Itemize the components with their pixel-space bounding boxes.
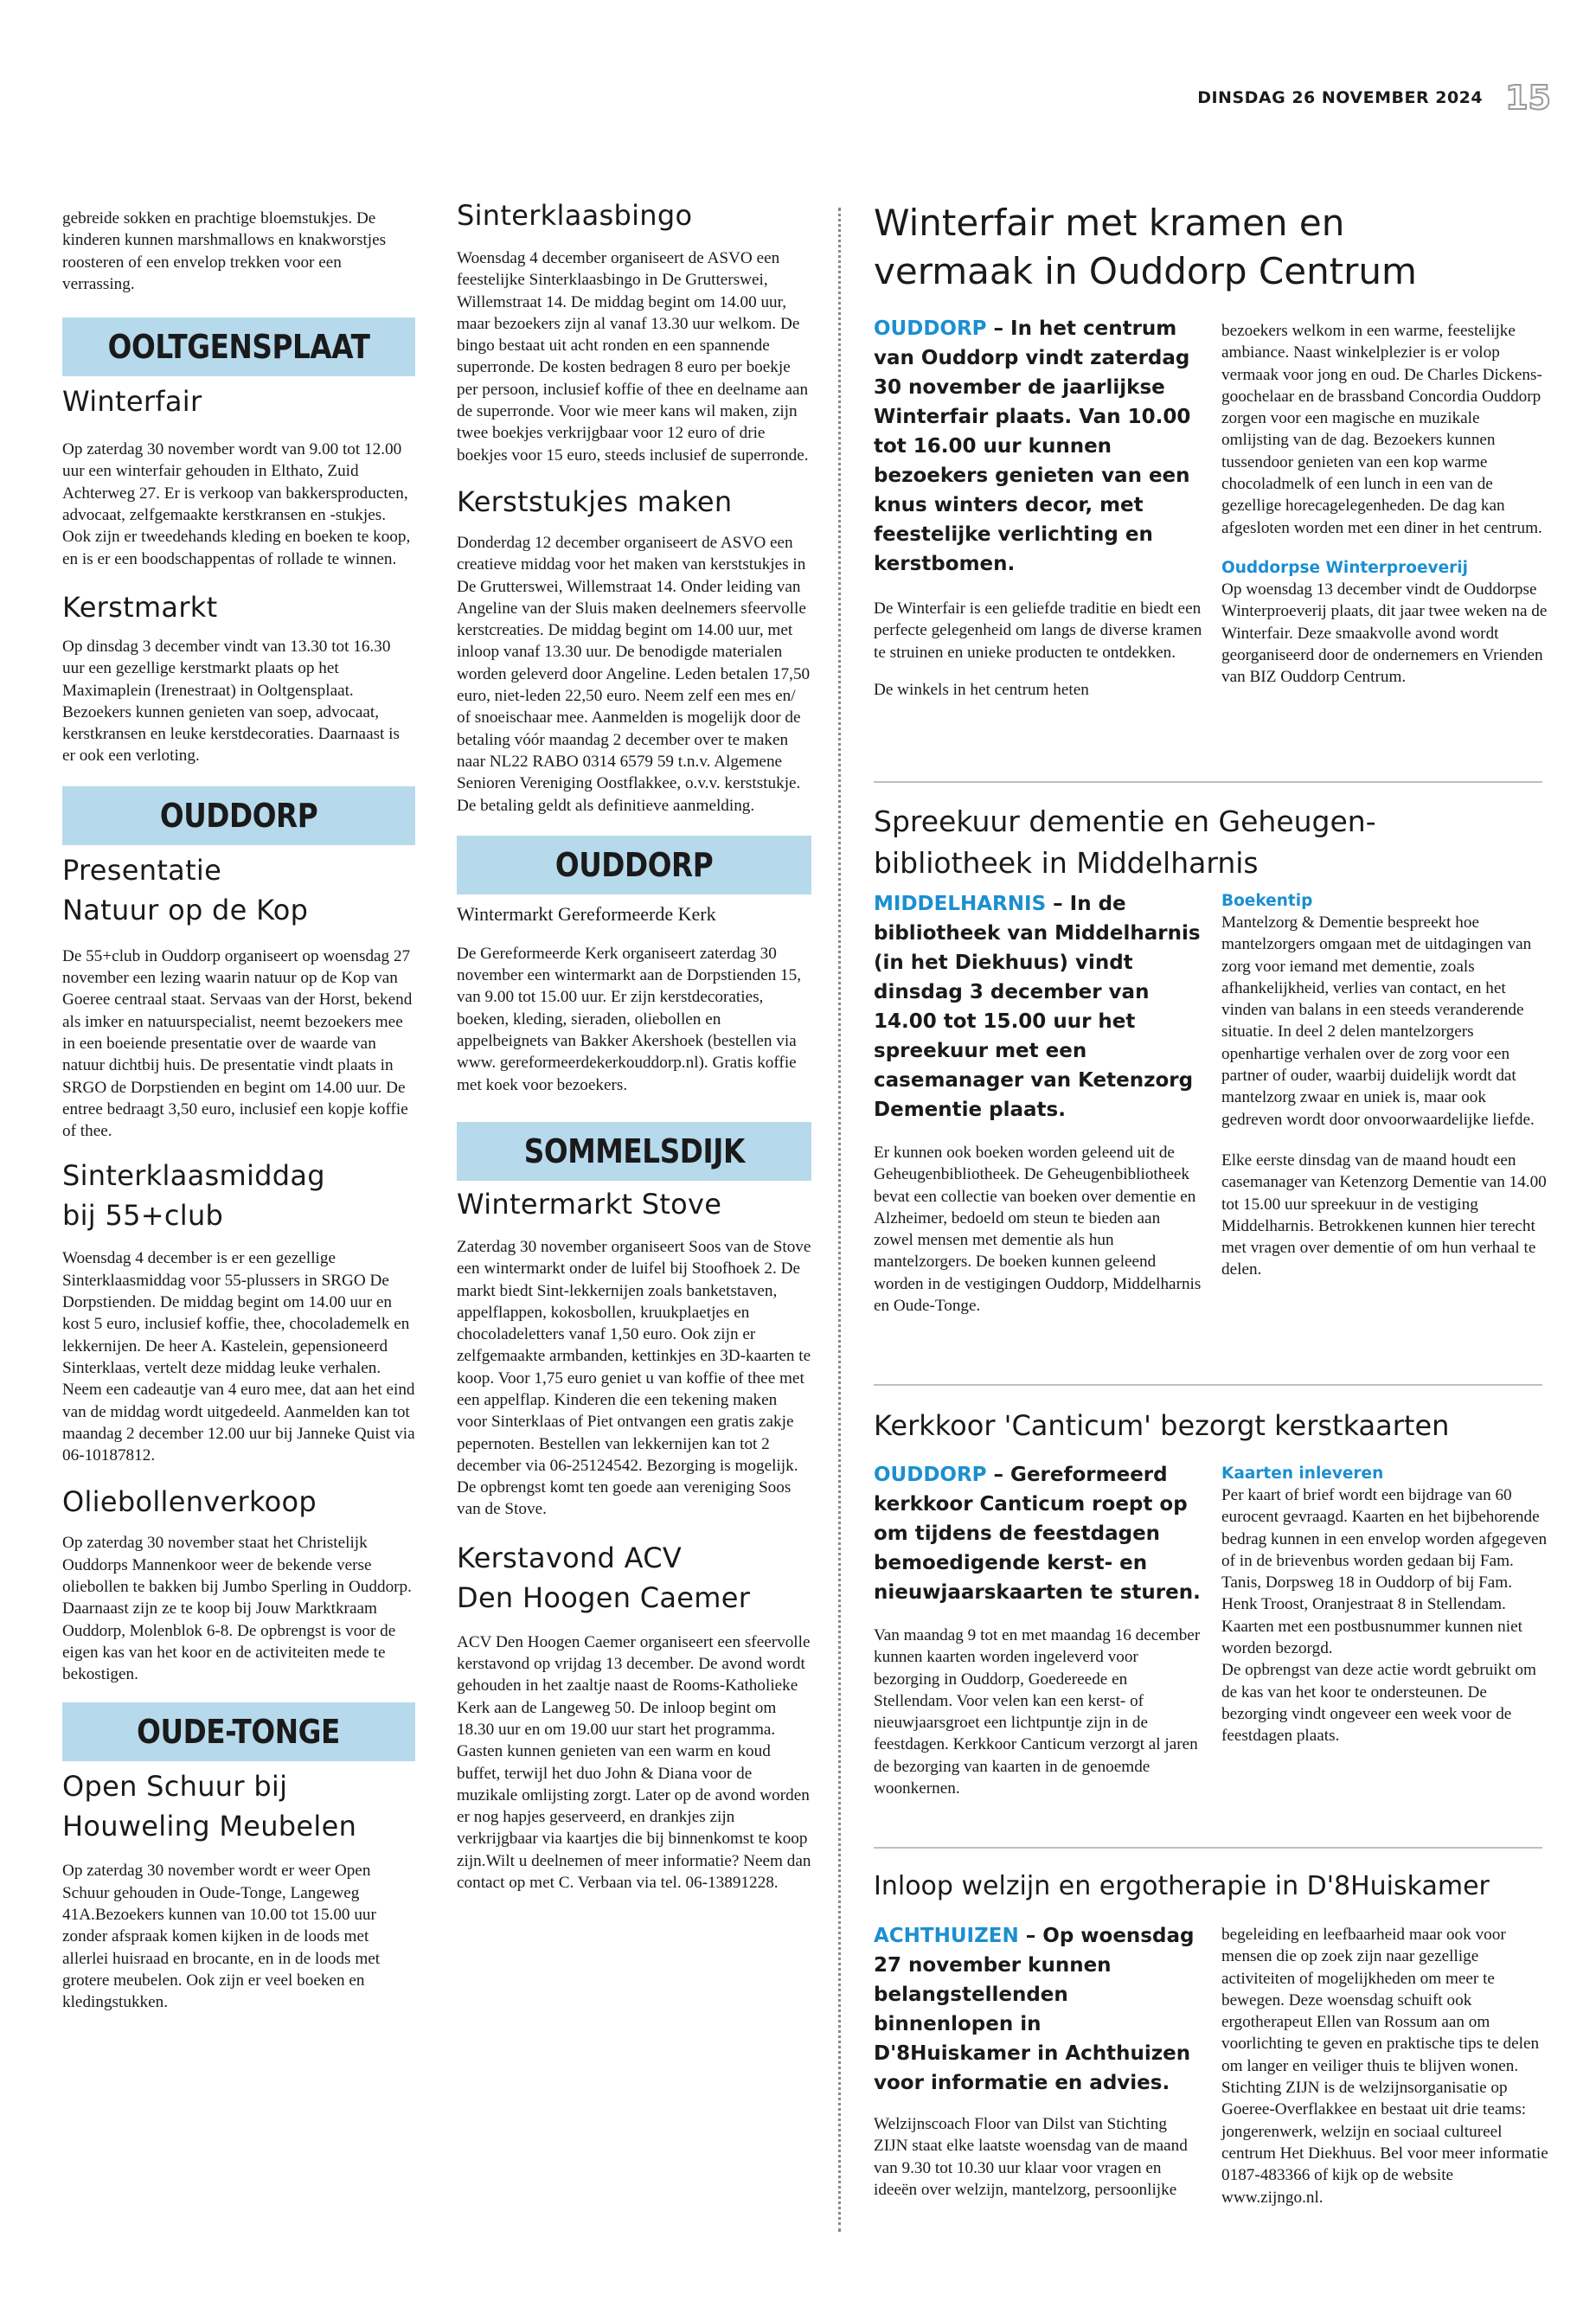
section-banner-ouddorp: OUDDORP (62, 786, 415, 845)
section-banner-ooltgensplaat: OOLTGENSPLAAT (62, 317, 415, 376)
page-number: 15 (1505, 79, 1551, 117)
kerkkoor-body-b: Per kaart of brief wordt een bijdrage van 60 eurocent gevraagd. Kaarten en het bijbehorende bedrag kunnen in een envelop worden afgegeven of in de brievenbus worden gedaan bij Fam. Tanis, Dorpsweg 18 in Ouddorp of bij Fam. Henk Troost, Oranjestraat 8 in Stellendam. Kaarten met een postbusnummer kunnen niet worden bezorgd. (1221, 1486, 1548, 1658)
dementie-body-b: Mantelzorg & Dementie bespreekt hoe mantelzorgers omgaan met de uitdagingen van zorg voor iemand met dementie, zoals afhankelijkheid, verlies van contact, en het vinden van balans in een steeds veranderende situatie. In deel 2 delen mantelzorgers openhartige verhalen over de zorg voor een partner of ouder, waarbij duidelijk wordt dat mantelzorg zwaar en uniek is, maar ook gedreven wordt door onvoorwaardelijke liefde. (1221, 913, 1535, 1129)
welzijn-body-a: Welzijnscoach Floor van Dilst van Stichting ZIJN staat elke laatste woensdag van de maand van 9.30 tot 10.30 uur klaar voor vragen en ideeën over welzijn, mantelzorg, persoonlijke (874, 2115, 1188, 2199)
acv-heading-line-1: Kerstavond ACV (457, 1541, 683, 1574)
dementie-lead: MIDDELHARNIS – In de bibliotheek van Middelharnis (in het Diekhuus) vindt dinsdag 3 december van 14.00 tot 15.00 uur het spreekuur met een casemanager van Ketenzorg Dementie plaats. (874, 893, 1201, 1121)
acv-text: ACV Den Hoogen Caemer organiseert een sfeervolle kerstavond op vrijdag 13 december. De avond wordt gehouden in het zaaltje naast de Rooms-Katholieke Kerk aan de Langeweg 50. De inloop begint om 18.30 uur en om 19.00 uur start het programma. Gasten kunnen genieten van een warm en koud buffet, terwijl het duo John & Diana voor de muzikale omlijsting zorgt. Later op de avond worden er nog hapjes geserveerd, en drankjes zijn verkrijgbaar via kaartjes die bij binnenkomst te koop zijn.Wilt u deelnemen of meer informatie? Neem dan contact op met C. Verbaan via tel. 06-13891228. (457, 1632, 811, 1893)
winterfair-body-a: De Winterfair is een geliefde traditie en biedt een perfecte gelegenheid om langs de diverse kramen te struinen en unieke producten te ontdekken. (874, 599, 1202, 662)
sinterklaasmiddag-text: Woensdag 4 december is er een gezellige Sinterklaasmiddag voor 55-plussers in SRGO De Dorpstienden. De middag begint om 14.00 uur en kost 5 euro, inclusief koffie, thee, chocolademelk en lekkernijen. De heer A. Kastelein, gepensioneerd Sinterklaas, vertelt deze middag leuke verhalen. Neem een cadeautje van 4 euro mee, dat aan het eind van de middag wordt uitgedeeld. Aanmelden kan tot maandag 2 december 12.00 uur bij Janneke Quist via 06-10187812. (62, 1249, 415, 1465)
column-divider (838, 208, 841, 2232)
kerkkoor-body-c: De opbrengst van deze actie wordt gebruikt om de kas van het koor te ondersteunen. De bezorging vindt ongeveer een week voor de feestdagen plaats. (1221, 1661, 1536, 1746)
winterfair-dateline: OUDDORP (874, 317, 987, 340)
winterfair-text: Op zaterdag 30 november wordt van 9.00 tot 12.00 uur een winterfair gehouden in Elthato, Zuid Achterweg 27. Er is verkoop van bakkersproducten, advocaat, zelfgemaakte kerstkransen en -stukjes. Ook zijn er tweedehands kleding en boeken te koop, en is er een boodschappentas of rollade te winnen. (62, 440, 411, 568)
stove-text: Zaterdag 30 november organiseert Soos van de Stove een wintermarkt onder de luifel bij Stoofhoek 2. De markt biedt Sint-lekkernijen zoals banketstaven, appelflappen, kokosbollen, kruukplaetjes en chocoladeletters vanaf 1,50 euro. Ook zijn er zelfgemaakte armbanden, kettinkjes en 3D-kaarten te koop. Voor 1,75 euro geniet u van koffie of thee met een appelflap. Kinderen die een tekening maken voor Sinterklaas of Piet ontvangen een gratis zakje pepernoten. Bestellen van lekkernijen kan tot 2 december via 06-25124542. Bezorging is mogelijk. De opbrengst komt ten goede aan vereniging Soos van de Stove. (457, 1237, 811, 1519)
winterfair-lead: OUDDORP – In het centrum van Ouddorp vindt zaterdag 30 november de jaarlijkse Winterfair plaats. Van 10.00 tot 16.00 uur kunnen bezoekers genieten van een knus winters decor, met feestelijke verlichting en kerstbomen. (874, 317, 1191, 575)
winterfair-kicker: Ouddorpse Winterproeverij (1221, 558, 1468, 577)
kerstmarkt-text: Op dinsdag 3 december vindt van 13.30 tot 16.30 uur een gezellige kerstmarkt plaats op het Maximaplein (Irenestraat) in Ooltgensplaat. Bezoekers kunnen genieten van soep, advocaat, kerstkransen en leuke kerstdecoraties. Daarnaast is er ook een verloting. (62, 637, 400, 766)
section-banner-sommelsdijk: SOMMELSDIJK (457, 1122, 811, 1181)
presentatie-heading-line-2: Natuur op de Kop (62, 893, 309, 926)
welzijn-body-b: begeleiding en leefbaarheid maar ook voor mensen die op zoek zijn naar gezellige activiteiten of mogelijkheden om meer te bewegen. Deze woensdag schuift ook ergotherapeut Ellen van Rossum aan om voorlichting te geven en praktische tips te delen om langer en veiliger thuis te blijven wonen. Stichting ZIJN is de welzijnsorganisatie op Goeree-Overflakkee en bestaat uit drie teams: jongerenwerk, welzijn en sociaal cultureel centrum Het Diekhuus. Bel voor meer informatie 0187-483366 of kijk op de website www.zijngo.nl. (1221, 1926, 1548, 2207)
kerkkoor-body-a: Van maandag 9 tot en met maandag 16 december kunnen kaarten worden ingeleverd voor bezorging in Ouddorp, Goedereede en Stellendam. Voor velen kan een kerst- of nieuwjaarsgroet een lichtpuntje zijn in de feestdagen. Kerkkoor Canticum verzorgt al jaren de bezorging van kaarten in de genoemde woonkernen. (874, 1626, 1201, 1798)
welzijn-dateline: ACHTHUIZEN (874, 1925, 1019, 1947)
page-header (1197, 76, 1551, 119)
presentatie-text: De 55+club in Ouddorp organiseert op woensdag 27 november een lezing waarin natuur op de Kop van Goeree centraal staat. Servaas van der Horst, bekend als imker en natuurspecialist, neemt bezoekers mee in een boeiende presentatie over de waarde van natuur dichtbij huis. De presentatie vindt plaats in SRGO de Dorpstienden en begint om 14.00 uur. De entree bedraagt 3,50 euro, inclusief een kopje koffie of thee. (62, 946, 413, 1141)
stove-heading: Wintermarkt Stove (457, 1187, 722, 1221)
bingo-heading: Sinterklaasbingo (457, 199, 693, 232)
winterfair-body-d: Op woensdag 13 december vindt de Ouddorpse Winterproeverij plaats, dit jaar twee weken na de Winterfair. Deze smaakvolle avond wordt georganiseerd door de ondernemers en Vrienden van BIZ Ouddorp Centrum. (1221, 580, 1548, 687)
sinterklaasmiddag-heading-line-1: Sinterklaasmiddag (62, 1159, 325, 1193)
oliebollen-heading: Oliebollenverkoop (62, 1485, 317, 1519)
presentatie-heading-line-1: Presentatie (62, 853, 222, 887)
sinterklaasmiddag-heading-line-2: bij 55+club (62, 1199, 224, 1233)
kerkkoor-kicker: Kaarten inleveren (1221, 1465, 1384, 1483)
winterfair-heading: Winterfair (62, 385, 202, 419)
winterfair-article-title: Winterfair met kramen en vermaak in Ouddorp Centrum (874, 202, 1417, 292)
issue-date: DINSDAG 26 NOVEMBER 2024 (1197, 88, 1484, 107)
winterfair-body-b: De winkels in het centrum heten (874, 680, 1089, 699)
column-1 (62, 208, 415, 2014)
dementie-article-title: Spreekuur dementie en Geheugen- bibliotheek in Middelharnis (874, 804, 1376, 880)
welzijn-lead: ACHTHUIZEN – Op woensdag 27 november kunnen belangstellenden binnenlopen in D'8Huiskamer in Achthuizen voor informatie en advies. (874, 1925, 1195, 2094)
open-schuur-heading-line-2: Houweling Meubelen (62, 1810, 357, 1843)
kerstmarkt-heading: Kerstmarkt (62, 590, 218, 624)
kerkkoor-dateline: OUDDORP (874, 1464, 987, 1486)
gereformeerde-text: De Gereformeerde Kerk organiseert zaterdag 30 november een wintermarkt aan de Dorpstienden 15, van 9.00 tot 15.00 uur. Er zijn kerstdecoraties, boeken, kleding, sieraden, oliebollen en appelbeignets van Bakker Akershoek (bestellen via www. gereformeerdekerkouddorp.nl). Gratis koffie met koek voor bezoekers. (457, 944, 802, 1094)
welzijn-article-title: Inloop welzijn en ergotherapie in D'8Huiskamer (874, 1871, 1490, 1901)
acv-heading-line-2: Den Hoogen Caemer (457, 1580, 751, 1614)
dementie-dateline: MIDDELHARNIS (874, 893, 1047, 915)
article-separator (874, 781, 1542, 783)
column-2 (457, 199, 811, 1894)
section-banner-oude-tonge: OUDE-TONGE (62, 1702, 415, 1761)
kerststukjes-text: Donderdag 12 december organiseert de ASVO een creatieve middag voor het maken van kerststukjes in De Grutterswei, Willemstraat 14. Onder leiding van Angeline van der Sluis maken deelnemers sfeervolle kerstcreaties. De middag begint om 14.00 uur, met inloop vanaf 13.30 uur. De benodigde materialen worden geleverd door Angeline. Leden betalen 17,50 euro, niet-leden 22,50 euro. Neem zelf een mes en/ of snoeischaar mee. Aanmelden is mogelijk door de betaling vóór maandag 2 december over te maken naar NL22 RABO 0314 6579 59 t.n.v. Algemene Senioren Vereniging Oostflakkee, o.v.v. kerststukje. De betaling geldt als definitieve aanmelding. (457, 533, 811, 815)
oliebollen-text: Op zaterdag 30 november staat het Christelijk Ouddorps Mannenkoor weer de bekende verse oliebollen te bakken bij Jumbo Sperling in Ouddorp. Daarnaast zijn ze te koop bij Jouw Marktkraam Ouddorp, Molenblok 6-8. De opbrengst is voor de eigen kas van het koor en de activiteiten mede te bekostigen. (62, 1534, 412, 1684)
gereformeerde-subheading: Wintermarkt Gereformeerde Kerk (457, 902, 716, 925)
open-schuur-text: Op zaterdag 30 november wordt er weer Open Schuur gehouden in Oude-Tonge, Langeweg 41A.Bezoekers kunnen van 10.00 tot 15.00 uur zonder afspraak komen kijken in de loods met allerlei huisraad en brocante, en in de loods met grotere meubelen. Ook zijn er veel boeken en kledingstukken. (62, 1862, 381, 2012)
kerkkoor-lead: OUDDORP – Gereformeerd kerkkoor Canticum roept op om tijdens de feestdagen bemoedigende kerst- en nieuwjaarskaarten te sturen. (874, 1464, 1201, 1604)
section-banner-ouddorp-2: OUDDORP (457, 836, 811, 894)
article-separator (874, 1384, 1542, 1386)
article-separator (874, 1847, 1542, 1849)
open-schuur-heading-line-1: Open Schuur bij (62, 1770, 288, 1804)
dementie-kicker: Boekentip (1221, 892, 1313, 910)
dementie-body-c: Elke eerste dinsdag van de maand houdt een casemanager van Ketenzorg Dementie van 14.00 tot 15.00 uur spreekuur in de vestiging Middelharnis. Betrokkenen kunnen hier terecht met vragen over dementie of om hun verhaal te delen. (1221, 1150, 1547, 1279)
winterfair-body-c: bezoekers welkom in een warme, feestelijke ambiance. Naast winkelplezier is er volop vermaak voor jong en oud. De Charles Dickens-goochelaar en de brassband Concordia Ouddorp zorgen voor een magische en muzikale omlijsting van de dag. Bezoekers kunnen tussendoor genieten van een kop warme chocoladmelk of een lunch in een van de gezellige horecagelegenheden. De dag kan afgesloten worden met een diner in het centrum. (1221, 322, 1542, 537)
kerkkoor-article-title: Kerkkoor 'Canticum' bezorgt kerstkaarten (874, 1409, 1450, 1442)
intro-text: gebreide sokken en prachtige bloemstukjes. De kinderen kunnen marshmallows en knakworstjes roosteren of een envelop trekken voor een verrassing. (62, 209, 387, 293)
dementie-body-a: Er kunnen ook boeken worden geleend uit de Geheugenbibliotheek. De Geheugenbibliotheek bevat een collectie van boeken over dementie en Alzheimer, bedoeld om steun te bieden aan zowel mensen met dementie als hun mantelzorgers. De boeken kunnen geleend worden in de vestigingen Ouddorp, Middelharnis en Oude-Tonge. (874, 1144, 1202, 1316)
bingo-text: Woensdag 4 december organiseert de ASVO een feestelijke Sinterklaasbingo in De Grutterswei, Willemstraat 14. De middag begint om 14.00 uur, maar bezoekers zijn al vanaf 13.30 uur welkom. De bingo bestaat uit acht ronden en een spannende superronde. De kosten bedragen 8 euro per boekje per persoon, inclusief koffie of thee en deelname aan de superronde. Voor wie meer kans wil maken, zijn twee boekjes verkrijgbaar voor 12 euro of drie boekjes voor 15 euro, steeds inclusief de superronde. (457, 249, 809, 465)
kerststukjes-heading: Kerststukjes maken (457, 484, 733, 518)
